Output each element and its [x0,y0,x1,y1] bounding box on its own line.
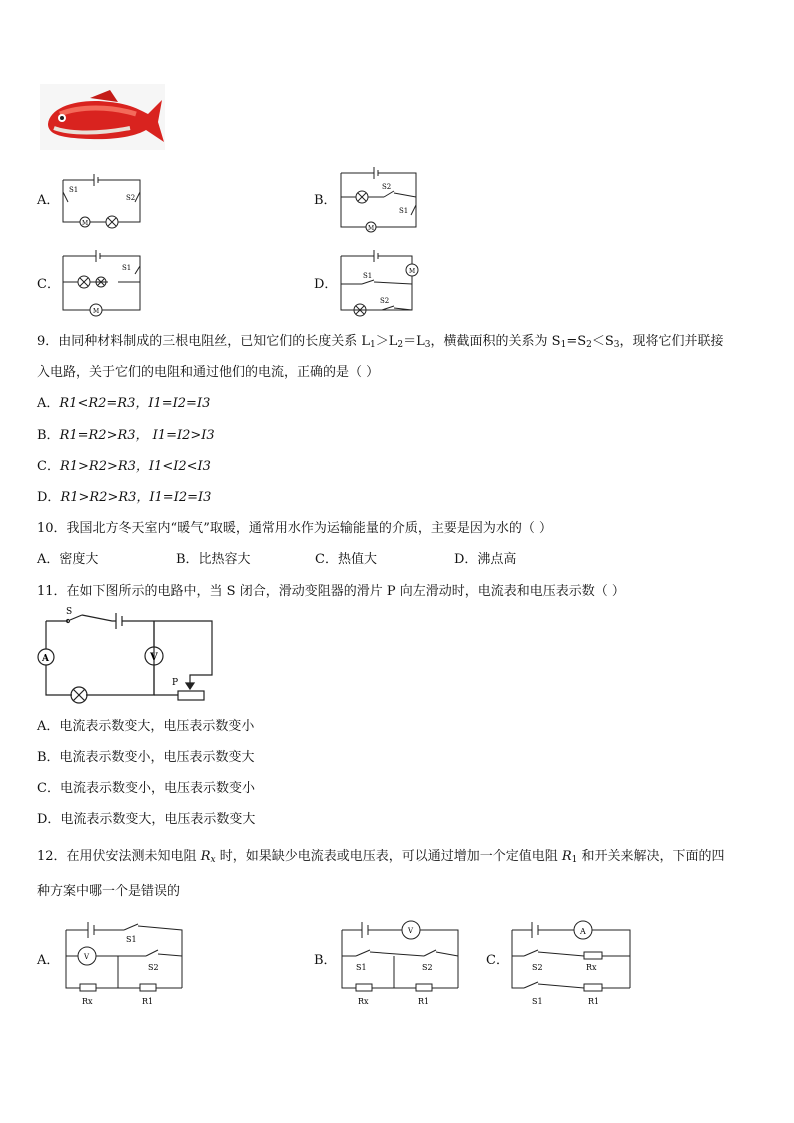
q12c-r1-label: R1 [588,997,600,1006]
fish-toy-image [40,84,165,150]
q12a-rx-label: Rx [82,997,93,1006]
q12c-s2-label: S2 [532,963,543,972]
q12-option-a-letter: A． [37,953,60,968]
q8-option-d-letter: D． [314,277,338,292]
q12c-a-label: A [580,927,586,936]
q9-stem-line1: 9．由同种材料制成的三根电阻丝，已知它们的长度关系 $L_1>L_2=L_3$，横截面积的关系为 $S_1=S_2<S_3$，现将它们并联接 [37,334,724,350]
q12-option-c-letter: C． [486,953,509,968]
q10-stem: 10．我国北方冬天室内“暖气”取暖，通常用水作为运输能量的介质，主要是因为水的（ ） [37,521,552,536]
q8-option-a-letter: A． [37,193,60,208]
q12-circuit-a [60,912,190,1012]
q11-option-c: C．电流表示数变小，电压表示数变小 [37,781,255,796]
q10-option-c: C．热值大 [315,552,377,567]
q12-circuit-c [506,912,636,1012]
q12c-s1-label: S1 [532,997,543,1006]
q8-circuit-a [58,170,148,232]
q9-option-c: C．R1>R2>R3，I1<I2<I3 [37,459,211,474]
q12a-s1-label: S1 [126,935,137,944]
q8c-s1-label: S1 [122,264,132,272]
q11-circuit [36,605,221,705]
q12b-r1-label: R1 [418,997,430,1006]
q12-circuit-b [336,912,466,1012]
q8a-s2-label: S2 [126,194,136,202]
q11-option-d: D．电流表示数变大，电压表示数变大 [37,812,256,827]
q12a-v-label: V [84,953,90,961]
q9-stem-line2: 入电路，关于它们的电阻和通过他们的电流，正确的是（ ） [37,365,380,380]
q12a-s2-label: S2 [148,963,159,972]
q8-circuit-c [58,248,148,320]
q12-option-b-letter: B． [314,953,337,968]
q12c-rx-label: Rx [586,963,597,972]
q11-slider-label: P [172,678,179,688]
q12a-r1-label: R1 [142,997,154,1006]
q11-voltmeter-label: V [150,652,158,663]
q12b-rx-label: Rx [358,997,369,1006]
q9-option-a: A．R1<R2=R3，I1=I2=I3 [37,396,211,411]
q8d-s1-label: S1 [363,272,373,280]
q8-circuit-b [336,165,426,237]
q10-option-d: D．沸点高 [454,552,517,567]
q12b-v-label: V [408,927,414,935]
q8b-m-label: M [368,225,375,232]
q12-stem-line1: 12．在用伏安法测未知电阻 $R_x$ 时，如果缺少电流表或电压表，可以通过增加一个定值电阻 $R_1$ 和开关来解决，下面的四 [37,849,725,865]
q8d-s2-label: S2 [380,297,390,305]
q9-option-d: D．R1>R2>R3，I1=I2=I3 [37,490,212,505]
q8a-s1-label: S1 [69,186,79,194]
q12b-s2-label: S2 [422,963,433,972]
q11-option-a: A．电流表示数变大，电压表示数变小 [37,719,255,734]
q8c-m-label: M [93,308,100,315]
q11-option-b: B．电流表示数变小，电压表示数变大 [37,750,255,765]
q8-option-c-letter: C． [37,277,60,292]
q11-stem: 11．在如下图所示的电路中，当 S 闭合，滑动变阻器的滑片 P 向左滑动时，电流表和电压表示数（ ） [37,584,625,599]
q10-option-b: B．比热容大 [176,552,251,567]
q11-switch-label: S [66,607,73,617]
q9-option-b: B．R1=R2>R3， I1=I2>I3 [37,428,215,443]
q10-option-a: A．密度大 [37,552,99,567]
q12b-s1-label: S1 [356,963,367,972]
q11-ammeter-label: A [42,654,49,664]
q12-stem-line2: 种方案中哪一个是错误的 [37,884,181,899]
q8d-m-label: M [409,268,416,275]
q8-circuit-d [336,248,426,320]
q8a-m-label: M [82,220,89,227]
q8b-s1-label: S1 [399,207,409,215]
q8b-s2-label: S2 [382,183,392,191]
q8-option-b-letter: B． [314,193,337,208]
